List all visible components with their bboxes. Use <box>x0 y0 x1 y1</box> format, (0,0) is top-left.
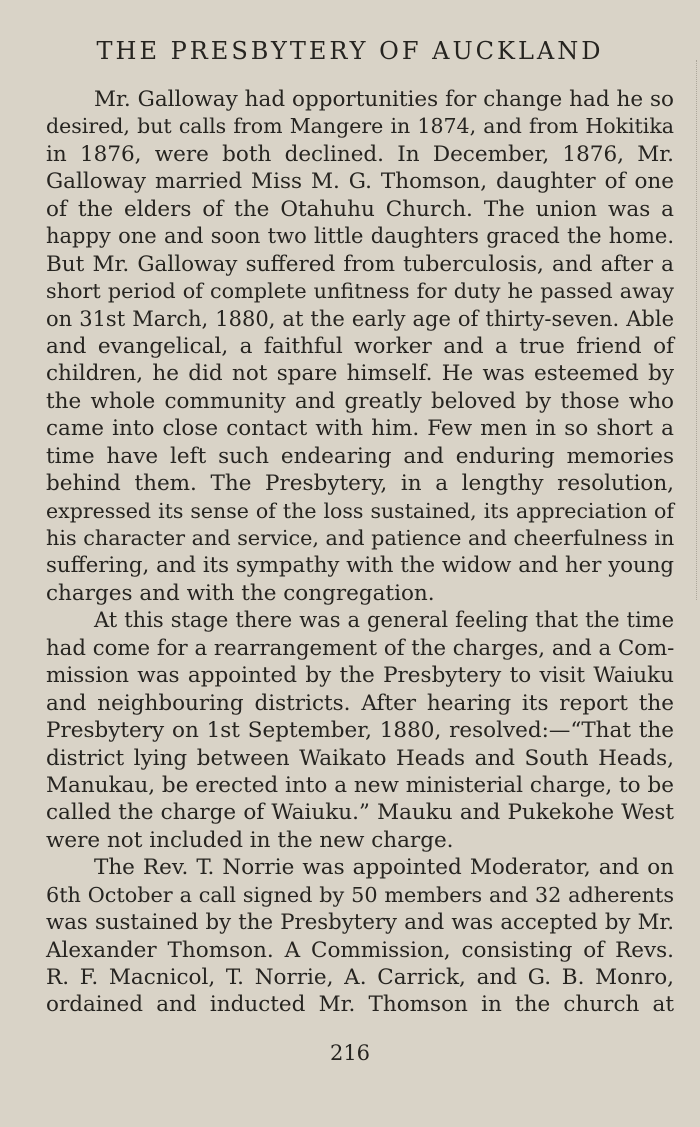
text-line: and neighbouring districts. After hearing its report the <box>46 690 674 716</box>
text-line: in 1876, were both declined. In December, 1876, Mr. <box>46 141 674 167</box>
text-line: R. F. Macnicol, T. Norrie, A. Carrick, and G. B. Monro, <box>46 965 674 990</box>
body-text <box>46 86 674 1019</box>
text-line: the whole community and greatly beloved by those who <box>46 388 674 414</box>
text-line: Mr. Galloway had opportunities for change had he so <box>94 87 674 112</box>
text-line: of the elders of the Otahuhu Church. The union was a <box>46 196 674 222</box>
text-line: happy one and soon two little daughters graced the home. <box>46 224 674 249</box>
text-line: and evangelical, a faithful worker and a true friend of <box>46 333 674 359</box>
text-line: Alexander Thomson. A Commission, consisting of Revs. <box>46 937 674 963</box>
page-number: 216 <box>329 1041 371 1065</box>
text-line: children, he did not spare himself. He was esteemed by <box>46 361 674 387</box>
text-line: suffering, and its sympathy with the widow and her young <box>46 553 674 579</box>
text-line: At this stage there was a general feeling that the time <box>94 608 674 633</box>
text-line: was sustained by the Presbytery and was accepted by Mr. <box>46 910 674 936</box>
text-line: Presbytery on 1st September, 1880, resolved:—“That the <box>46 718 674 744</box>
running-header: THE PRESBYTERY OF AUCKLAND <box>96 37 604 65</box>
paragraph <box>46 86 674 607</box>
text-line: charges and with the congregation. <box>46 580 435 606</box>
text-line: behind them. The Presbytery, in a lengthy resolution, <box>46 471 674 497</box>
text-line: his character and service, and patience and cheerfulness in <box>46 526 675 550</box>
text-line: came into close contact with him. Few men in so short a <box>46 416 674 442</box>
text-line: had come for a rearrangement of the charges, and a Com- <box>46 635 675 661</box>
paragraph <box>46 607 674 854</box>
text-line: But Mr. Galloway suffered from tuberculosis, and after a <box>46 251 674 277</box>
text-line: called the charge of Waiuku.” Mauku and Pukekohe West <box>46 800 674 826</box>
text-line: The Rev. T. Norrie was appointed Moderator, and on <box>94 855 674 881</box>
text-line: ordained and inducted Mr. Thomson in the church at <box>46 992 674 1018</box>
text-line: 6th October a call signed by 50 members and 32 adherents <box>46 882 674 907</box>
page-edge-shadow <box>695 60 697 600</box>
text-line: desired, but calls from Mangere in 1874, and from Hokitika <box>46 114 674 139</box>
text-line: on 31st March, 1880, at the early age of thirty-seven. Able <box>46 306 674 331</box>
text-line: time have left such endearing and enduring memories <box>46 443 674 469</box>
paragraph <box>46 854 674 1019</box>
text-line: expressed its sense of the loss sustained, its appreciation of <box>46 498 674 523</box>
text-line: short period of complete unfitness for duty he passed away <box>46 279 674 304</box>
text-line: district lying between Waikato Heads and South Heads, <box>46 745 674 771</box>
text-line: Galloway married Miss M. G. Thomson, daughter of one <box>46 169 674 195</box>
text-line: Manukau, be erected into a new ministerial charge, to be <box>46 772 674 798</box>
text-line: were not included in the new charge. <box>46 827 454 853</box>
text-line: mission was appointed by the Presbytery to visit Waiuku <box>46 663 674 689</box>
